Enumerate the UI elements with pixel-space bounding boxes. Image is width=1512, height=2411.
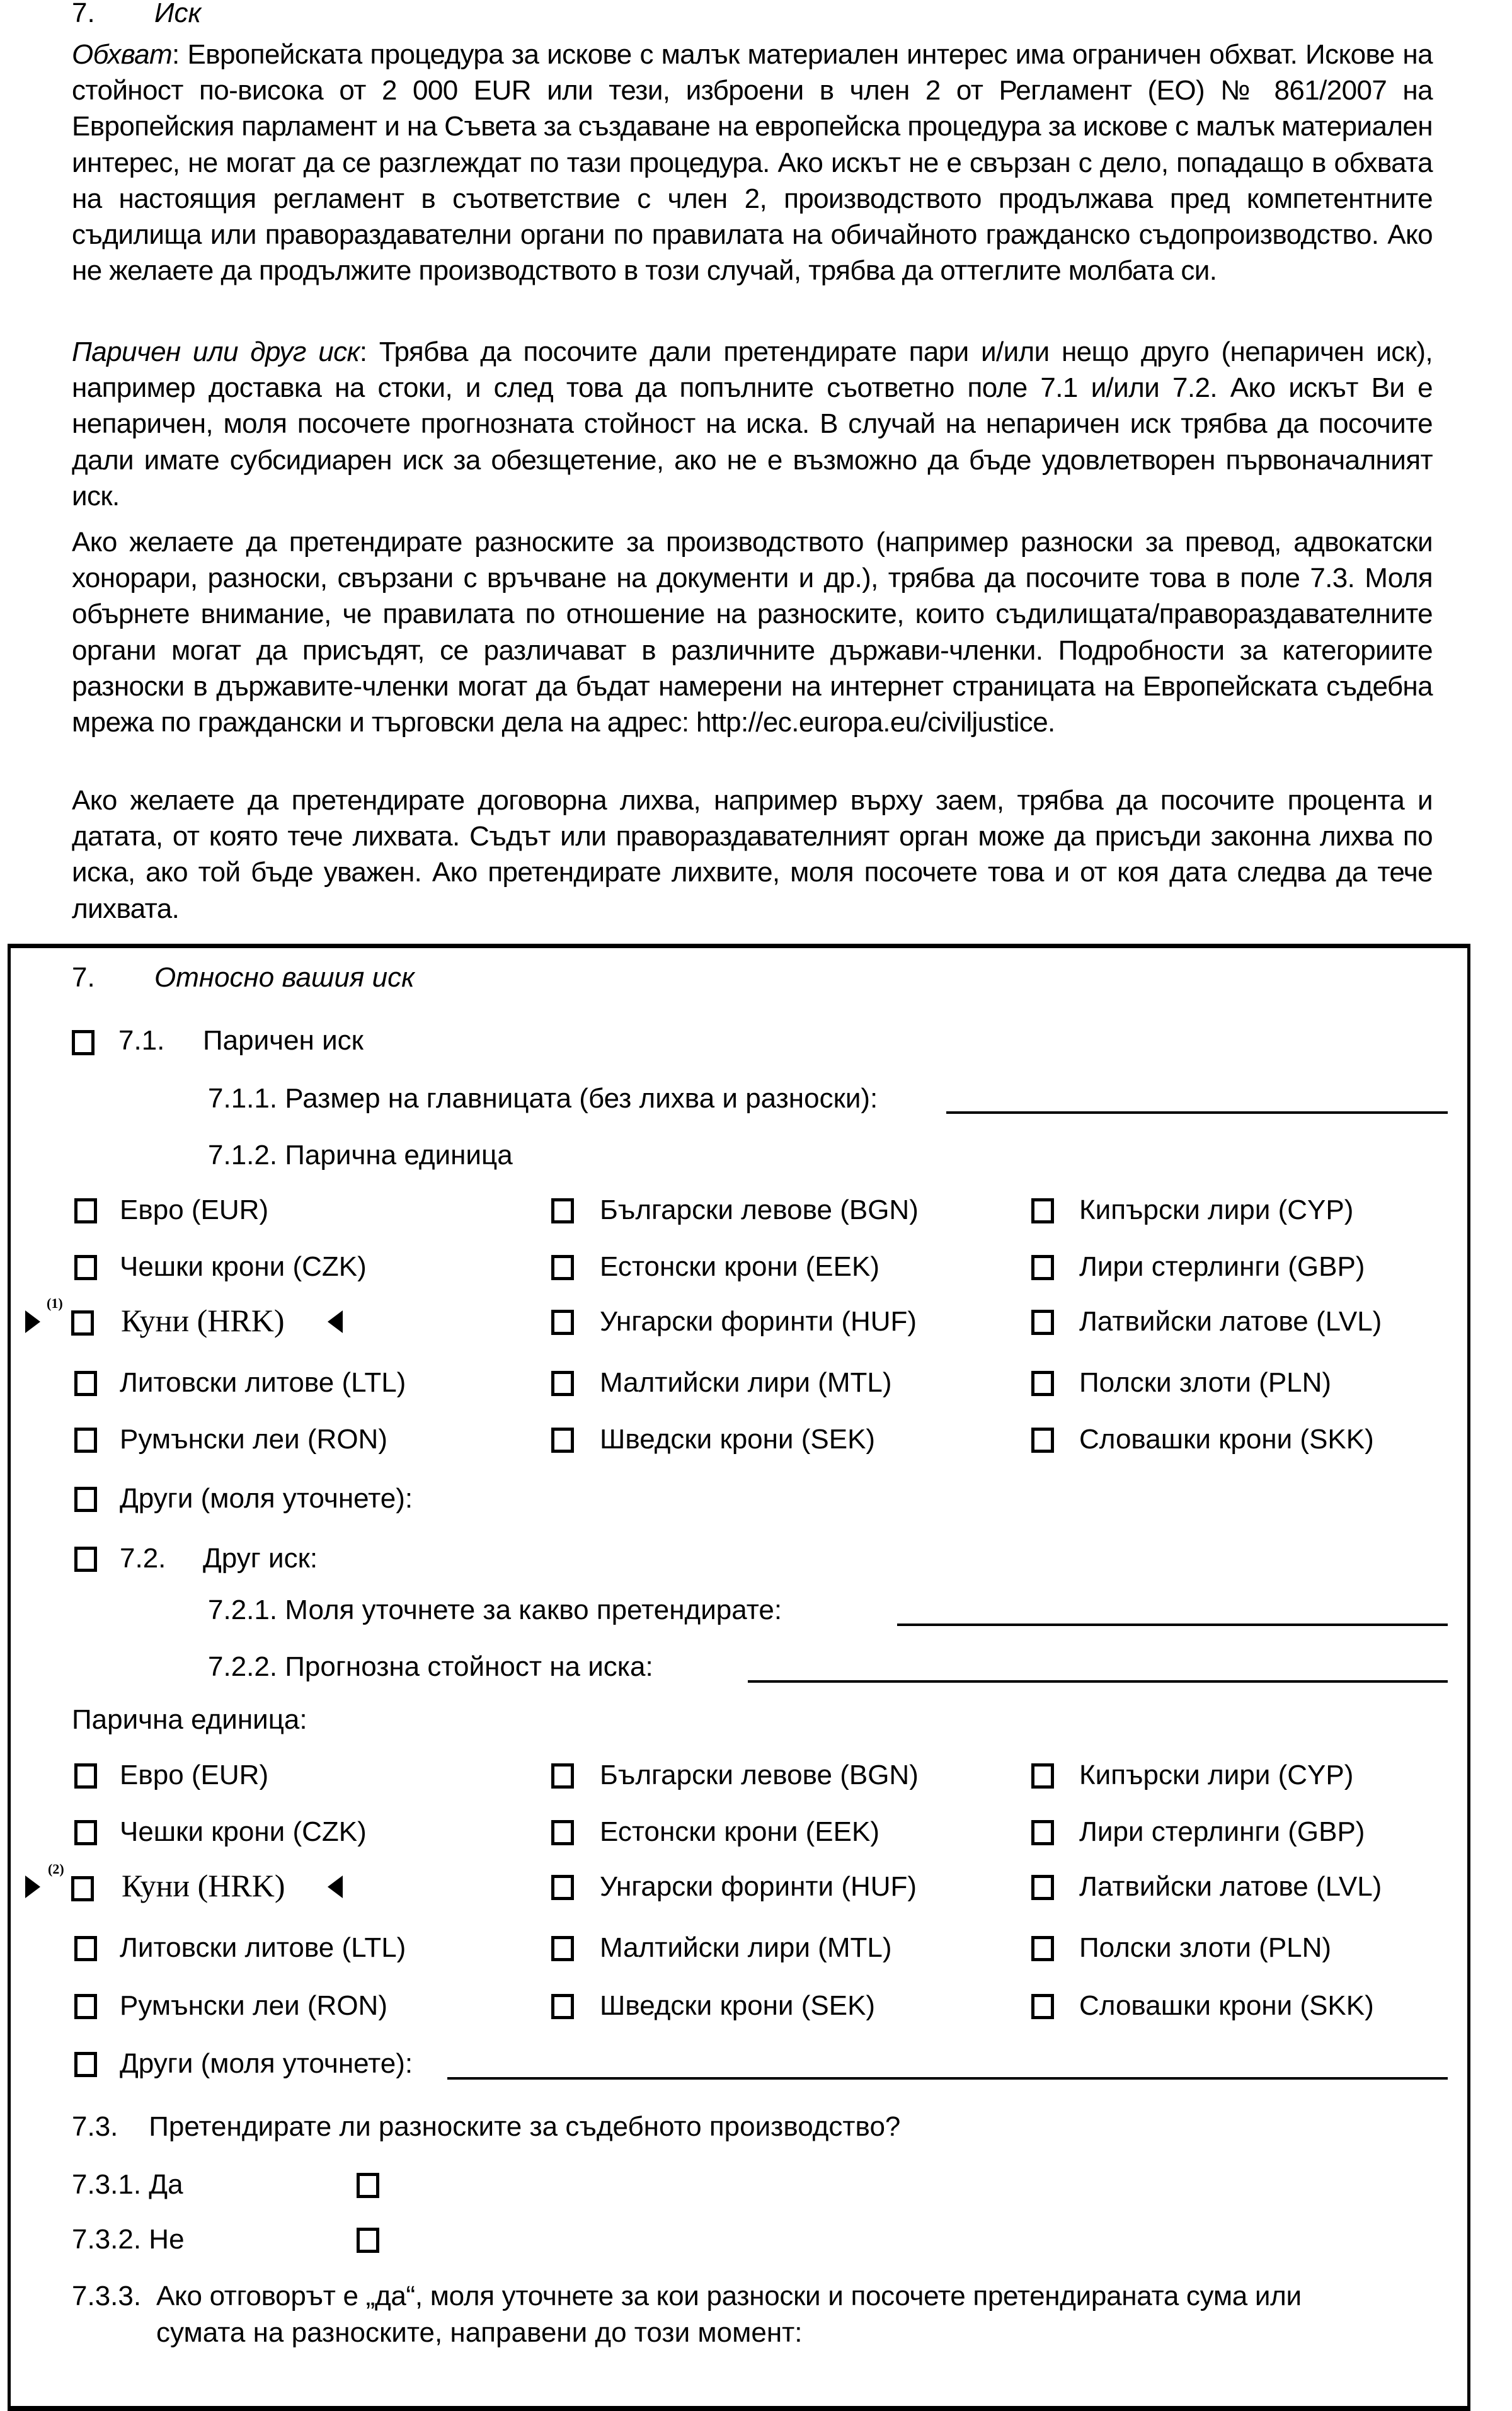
monetary-claim-number: 7.1.: [118, 1025, 165, 1056]
currency-checkbox-gbp[interactable]: [1031, 1255, 1054, 1280]
insertion-end-marker-icon: [328, 1310, 343, 1333]
currency-checkbox-lvl[interactable]: [1031, 1310, 1054, 1335]
currency-checkbox-hrk[interactable]: [71, 1876, 94, 1901]
paragraph-lead: Обхват: [72, 39, 173, 70]
insertion-start-marker-icon: [25, 1876, 40, 1898]
currency-checkbox-ron[interactable]: [74, 1428, 97, 1453]
currency-label: Шведски крони (SEK): [600, 1424, 876, 1455]
currency-checkbox-skk[interactable]: [1031, 1994, 1054, 2019]
currency-label: Лири стерлинги (GBP): [1079, 1816, 1365, 1847]
currency-label: Словашки крони (SKK): [1079, 1424, 1374, 1455]
other-claim-label: Друг иск:: [203, 1543, 318, 1574]
currency-checkbox-eur[interactable]: [74, 1198, 97, 1223]
currency-checkbox-mtl[interactable]: [551, 1371, 574, 1396]
estimated-value-field[interactable]: [748, 1680, 1448, 1683]
currency-checkbox-huf[interactable]: [551, 1310, 574, 1335]
currency-checkbox-bgn[interactable]: [551, 1763, 574, 1789]
costs-no-checkbox[interactable]: [357, 2228, 379, 2253]
currency-label: Естонски крони (EEK): [600, 1816, 879, 1847]
currency-label-2: Парична единица:: [72, 1704, 307, 1735]
currency-label: Румънски леи (RON): [120, 1990, 387, 2021]
currency-label: Евро (EUR): [120, 1194, 269, 1225]
costs-yes-label: 7.3.1. Да: [72, 2169, 183, 2200]
currency-other-field[interactable]: [447, 2077, 1448, 2080]
currency-label: Български левове (BGN): [600, 1194, 919, 1225]
currency-label: Латвийски латове (LVL): [1079, 1871, 1382, 1902]
currency-label: Куни (HRK): [121, 1303, 285, 1338]
currency-checkbox-lvl[interactable]: [1031, 1875, 1054, 1900]
paragraph-scope: [72, 37, 1433, 289]
paragraph-costs: [72, 524, 1433, 740]
paragraph-text: : Трябва да посочите дали претендирате пари и/или нещо друго (непаричен иск), например доставка на стоки, и след това да попълните съответно поле 7.1 и/или 7.2. Ако искът Ви е непаричен, моля посочете прогнозната стойност на иска. В случай на непаричен иск трябва да посочите дали имате субсидиарен иск за обезщетение, ако не е възможно да бъде удовлетворен първоначалният иск.: [72, 336, 1433, 512]
currency-label: Латвийски латове (LVL): [1079, 1306, 1382, 1337]
principal-amount-label: 7.1.1. Размер на главницата (без лихва и разноски):: [208, 1083, 878, 1114]
paragraph-monetary-or-other: [72, 334, 1433, 514]
currency-checkbox-eek[interactable]: [551, 1820, 574, 1845]
currency-label: Естонски крони (EEK): [600, 1251, 879, 1282]
insertion-start-marker-icon: [25, 1310, 40, 1333]
currency-label: Чешки крони (CZK): [120, 1251, 367, 1282]
currency-checkbox-bgn[interactable]: [551, 1198, 574, 1223]
paragraph-text: Ако желаете да претендирате разноските за производството (например разноски за превод, адвокатски хонорари, разноски, свързани с връчване на документи и др.), трябва да посочите това в поле 7.3. Моля обърнете внимание, че правилата по отношение на разноските, които съдилищата/правораздавателните органи могат да присъдят, се различават в различните държави-членки. Подробности за категориите разноски в държавите-членки могат да бъдат намерени на интернет страницата на Европейската съдебна мрежа по граждански и търговски дела на адрес: http://ec.europa.eu/civiljustice.: [72, 527, 1433, 738]
currency-checkbox-gbp[interactable]: [1031, 1820, 1054, 1845]
currency-checkbox-pln[interactable]: [1031, 1936, 1054, 1961]
currency-other-label: Други (моля уточнете):: [120, 1483, 413, 1514]
currency-label: Унгарски форинти (HUF): [600, 1306, 917, 1337]
currency-checkbox-cyp[interactable]: [1031, 1763, 1054, 1789]
currency-checkbox-cyp[interactable]: [1031, 1198, 1054, 1223]
footnote-marker: (2): [48, 1861, 64, 1877]
currency-label: Кипърски лири (CYP): [1079, 1194, 1354, 1225]
footnote-marker: (1): [47, 1295, 63, 1311]
paragraph-lead: Паричен или друг иск: [72, 336, 360, 367]
currency-label: Чешки крони (CZK): [120, 1816, 367, 1847]
form-section-title: Относно вашия иск: [154, 962, 415, 993]
currency-checkbox-huf[interactable]: [551, 1875, 574, 1900]
intro-section-title: Иск: [154, 0, 202, 28]
currency-label: Лири стерлинги (GBP): [1079, 1251, 1365, 1282]
other-claim-number: 7.2.: [120, 1543, 166, 1574]
paragraph-text: : Европейската процедура за искове с малък материален интерес има ограничен обхват. Искове на стойност по-висока от 2 000 EUR или тези, изброени в член 2 от Регламент (ЕО) № 861/2007 на Европейския парламент и на Съвета за създаване на европейска процедура за искове с малък материален интерес, не могат да се разглеждат по тази процедура. Ако искът не е свързан с дело, попадащо в обхвата на настоящия регламент в съответствие с член 2, производството продължава пред компетентните съдилища или правораздавателни органи по правилата на обичайното гражданско съдопроизводство. Ако не желаете да продължите производството в този случай, трябва да оттеглите молбата си.: [72, 39, 1433, 287]
currency-label: Полски злоти (PLN): [1079, 1367, 1332, 1398]
costs-yes-checkbox[interactable]: [357, 2173, 379, 2198]
currency-label: Евро (EUR): [120, 1760, 269, 1790]
currency-checkbox-czk[interactable]: [74, 1255, 97, 1280]
currency-checkbox-eur[interactable]: [74, 1763, 97, 1789]
paragraph-interest: [72, 782, 1433, 927]
currency-checkbox-czk[interactable]: [74, 1820, 97, 1845]
monetary-claim-checkbox[interactable]: [72, 1030, 94, 1055]
currency-checkbox-skk[interactable]: [1031, 1428, 1054, 1453]
claim-specification-field[interactable]: [897, 1624, 1448, 1626]
costs-details-line2: сумата на разноските, направени до този момент:: [156, 2317, 803, 2348]
monetary-claim-label: Паричен иск: [203, 1025, 364, 1056]
principal-amount-field[interactable]: [946, 1111, 1448, 1114]
currency-label: Словашки крони (SKK): [1079, 1990, 1374, 2021]
currency-checkbox-sek[interactable]: [551, 1428, 574, 1453]
costs-no-label: 7.3.2. Не: [72, 2224, 185, 2255]
currency-checkbox-eek[interactable]: [551, 1255, 574, 1280]
costs-details-line1: Ако отговорът е „да“, моля уточнете за кои разноски и посочете претендираната сума или: [156, 2281, 1302, 2311]
currency-checkbox-ltl[interactable]: [74, 1371, 97, 1396]
currency-label: Унгарски форинти (HUF): [600, 1871, 917, 1902]
currency-label: Полски злоти (PLN): [1079, 1932, 1332, 1963]
currency-label: Кипърски лири (CYP): [1079, 1760, 1354, 1790]
currency-label: Литовски литове (LTL): [120, 1932, 406, 1963]
currency-label: Куни (HRK): [122, 1868, 285, 1903]
insertion-end-marker-icon: [328, 1876, 343, 1898]
intro-section-number: 7.: [72, 0, 95, 28]
costs-details-number: 7.3.3.: [72, 2281, 142, 2311]
currency-checkbox-ron[interactable]: [74, 1994, 97, 2019]
currency-label: Малтийски лири (MTL): [600, 1367, 892, 1398]
estimated-value-label: 7.2.2. Прогнозна стойност на иска:: [208, 1651, 653, 1682]
form-section-number: 7.: [72, 962, 95, 993]
currency-checkbox-ltl[interactable]: [74, 1936, 97, 1961]
currency-label: Литовски литове (LTL): [120, 1367, 406, 1398]
costs-question: 7.3. Претендирате ли разноските за съдебното производство?: [72, 2111, 901, 2142]
currency-label: Малтийски лири (MTL): [600, 1932, 892, 1963]
claim-specification-label: 7.2.1. Моля уточнете за какво претендирате:: [208, 1595, 782, 1625]
currency-checkbox-hrk[interactable]: [71, 1310, 94, 1336]
currency-label-1: 7.1.2. Парична единица: [208, 1140, 513, 1171]
currency-label: Български левове (BGN): [600, 1760, 919, 1790]
currency-checkbox-other[interactable]: [74, 2052, 97, 2077]
currency-checkbox-sek[interactable]: [551, 1994, 574, 2019]
other-claim-checkbox[interactable]: [74, 1547, 97, 1572]
currency-label: Румънски леи (RON): [120, 1424, 387, 1455]
currency-checkbox-pln[interactable]: [1031, 1371, 1054, 1396]
paragraph-text: Ако желаете да претендирате договорна лихва, например върху заем, трябва да посочите процента и датата, от която тече лихвата. Съдът или правораздавателният орган може да присъди законна лихва по иска, ако той бъде уважен. Ако претендирате лихвите, моля посочете това и от коя дата следва да тече лихвата.: [72, 785, 1433, 924]
currency-label: Шведски крони (SEK): [600, 1990, 876, 2021]
currency-other-label: Други (моля уточнете):: [120, 2048, 413, 2079]
currency-checkbox-mtl[interactable]: [551, 1936, 574, 1961]
currency-checkbox-other[interactable]: [74, 1487, 97, 1512]
